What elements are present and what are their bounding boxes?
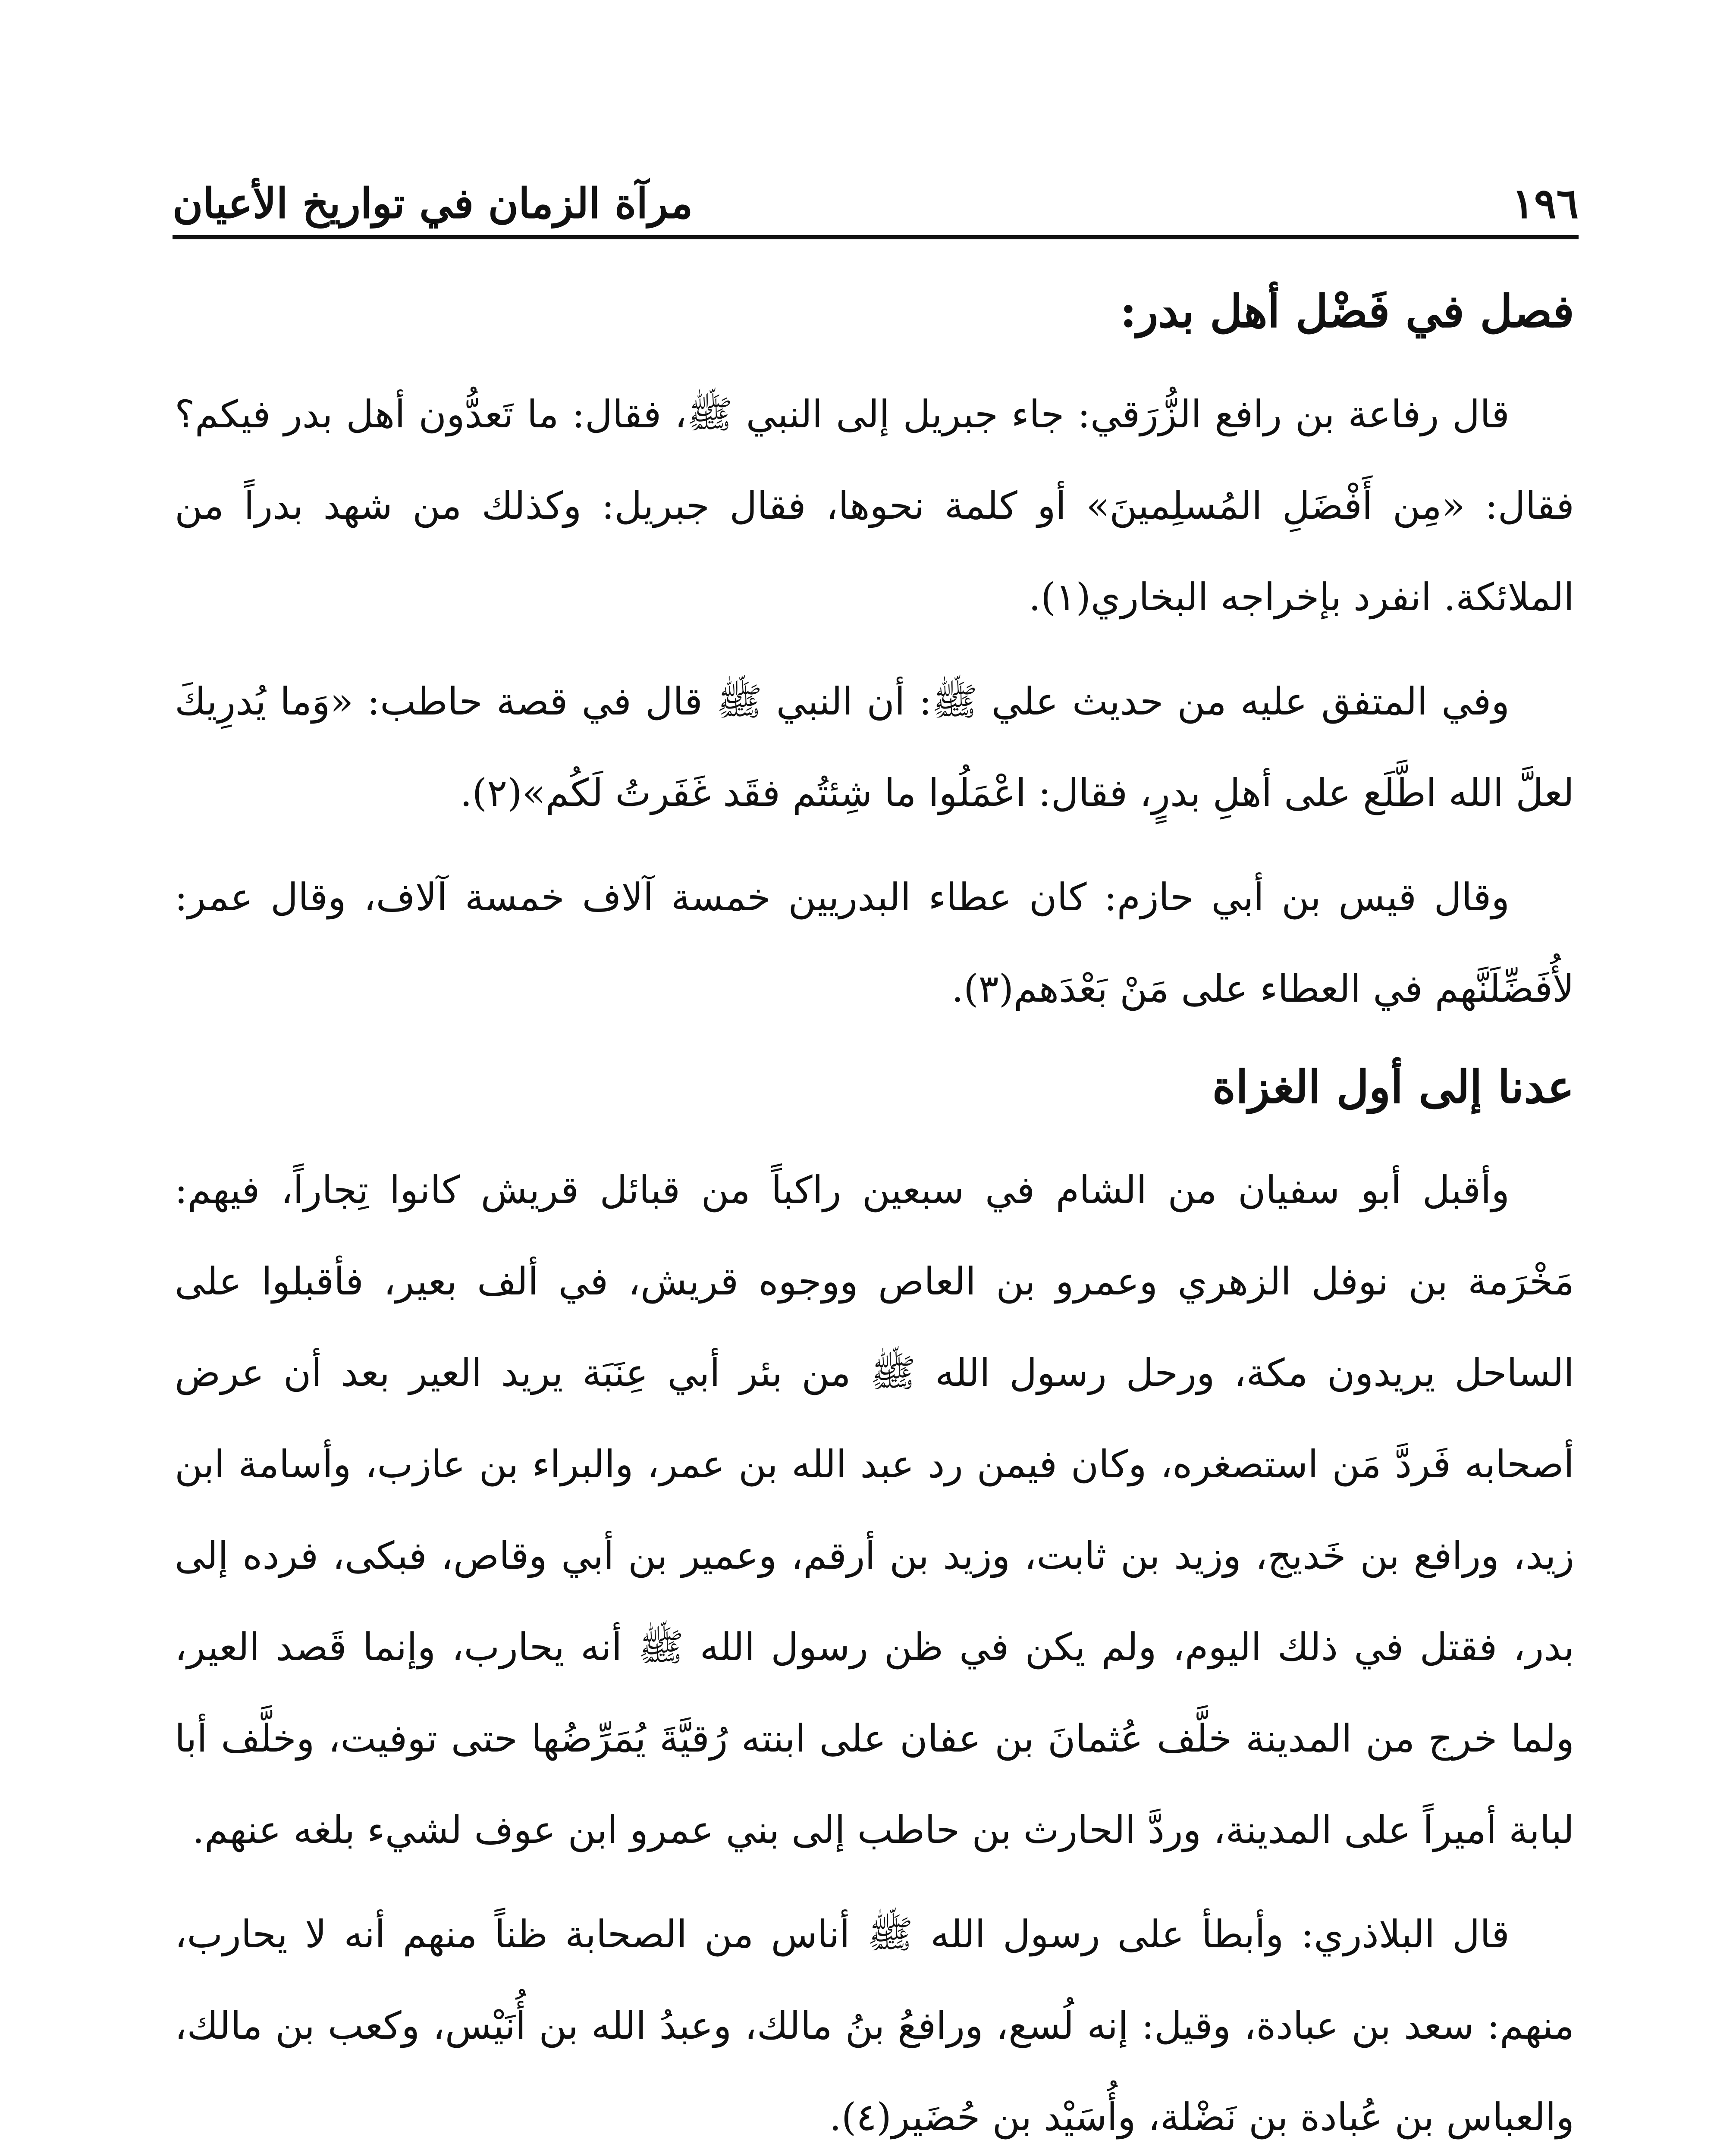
- section-heading: عدنا إلى أول الغزاة: [1212, 1060, 1574, 1113]
- paragraph: وقال قيس بن أبي حازم: كان عطاء البدريين خمسة آلاف خمسة آلاف، وقال عمر: لأُفَضِّلَنَّهم في العطاء على مَنْ بَعْدَهم(٣).: [175, 874, 1574, 1011]
- page-header: [173, 142, 1579, 228]
- section-back-to-the-expedition: [175, 1060, 1574, 2156]
- paragraph: قال رفاعة بن رافع الزُّرَقي: جاء جبريل إلى النبي ﷺ، فقال: ما تَعدُّون أهل بدر فيكم؟ فقال: «مِن أَفْضَلِ المُسلِمينَ» أو كلمة نحوها، فقال جبريل: وكذلك من شهد بدراً من الملائكة. انفرد بإخراجه البخاري(١).: [175, 392, 1574, 619]
- running-title: مرآة الزمان في تواريخ الأعيان: [173, 179, 693, 228]
- main-text: [175, 259, 1574, 2156]
- paragraph: قال البلاذري: وأبطأ على رسول الله ﷺ أناس من الصحابة ظناً منهم أنه لا يحارب، منهم: سعد بن عبادة، وقيل: إنه لُسع، ورافعُ بنُ مالك، وعبدُ الله بن أُنَيْس، وكعب بن مالك، والعباس بن عُبادة بن نَضْلة، وأُسَيْد بن حُضَير(٤).: [175, 1912, 1574, 2139]
- paragraph: وأقبل أبو سفيان من الشام في سبعين راكباً من قبائل قريش كانوا تِجاراً، فيهم: مَخْرَمة بن نوفل الزهري وعمرو بن العاص ووجوه قريش، في ألف بعير، فأقبلوا على الساحل يريدون مكة، ورحل رسول الله ﷺ من بئر أبي عِنَبَة يريد العير بعد أن عرض أصحابه فَردَّ مَن استصغره، وكان فيمن رد عبد الله بن عمر، والبراء بن عازب، وأسامة ابن زيد، ورافع بن خَديج، وزيد بن ثابت، وزيد بن أرقم، وعمير بن أبي وقاص، فبكى، فرده إلى بدر، فقتل في ذلك اليوم، ولم يكن في ظن رسول الله ﷺ أنه يحارب، وإنما قَصد العير، ولما خرج من المدينة خلَّف عُثمانَ بن عفان على ابنته رُقيَّةَ يُمَرِّضُها حتى توفيت، وخلَّف أبا لبابة أميراً على المدينة، وردَّ الحارث بن حاطب إلى بني عمرو ابن عوف لشيء بلغه عنهم.: [175, 1167, 1574, 1852]
- page-number: ١٩٦: [1512, 179, 1579, 228]
- section-virtue-of-badr: [175, 285, 1574, 1034]
- paragraph: وفي المتفق عليه من حديث علي ﷺ: أن النبي ﷺ قال في قصة حاطب: «وَما يُدرِيكَ لعلَّ الله اطَّلَع على أهلِ بدرٍ، فقال: اعْمَلُوا ما شِئتُم فقَد غَفَرتُ لَكُم»(٢).: [175, 679, 1574, 815]
- section-heading: فصل في فَضْل أهل بدر:: [1120, 285, 1574, 338]
- header-rule: [173, 235, 1579, 239]
